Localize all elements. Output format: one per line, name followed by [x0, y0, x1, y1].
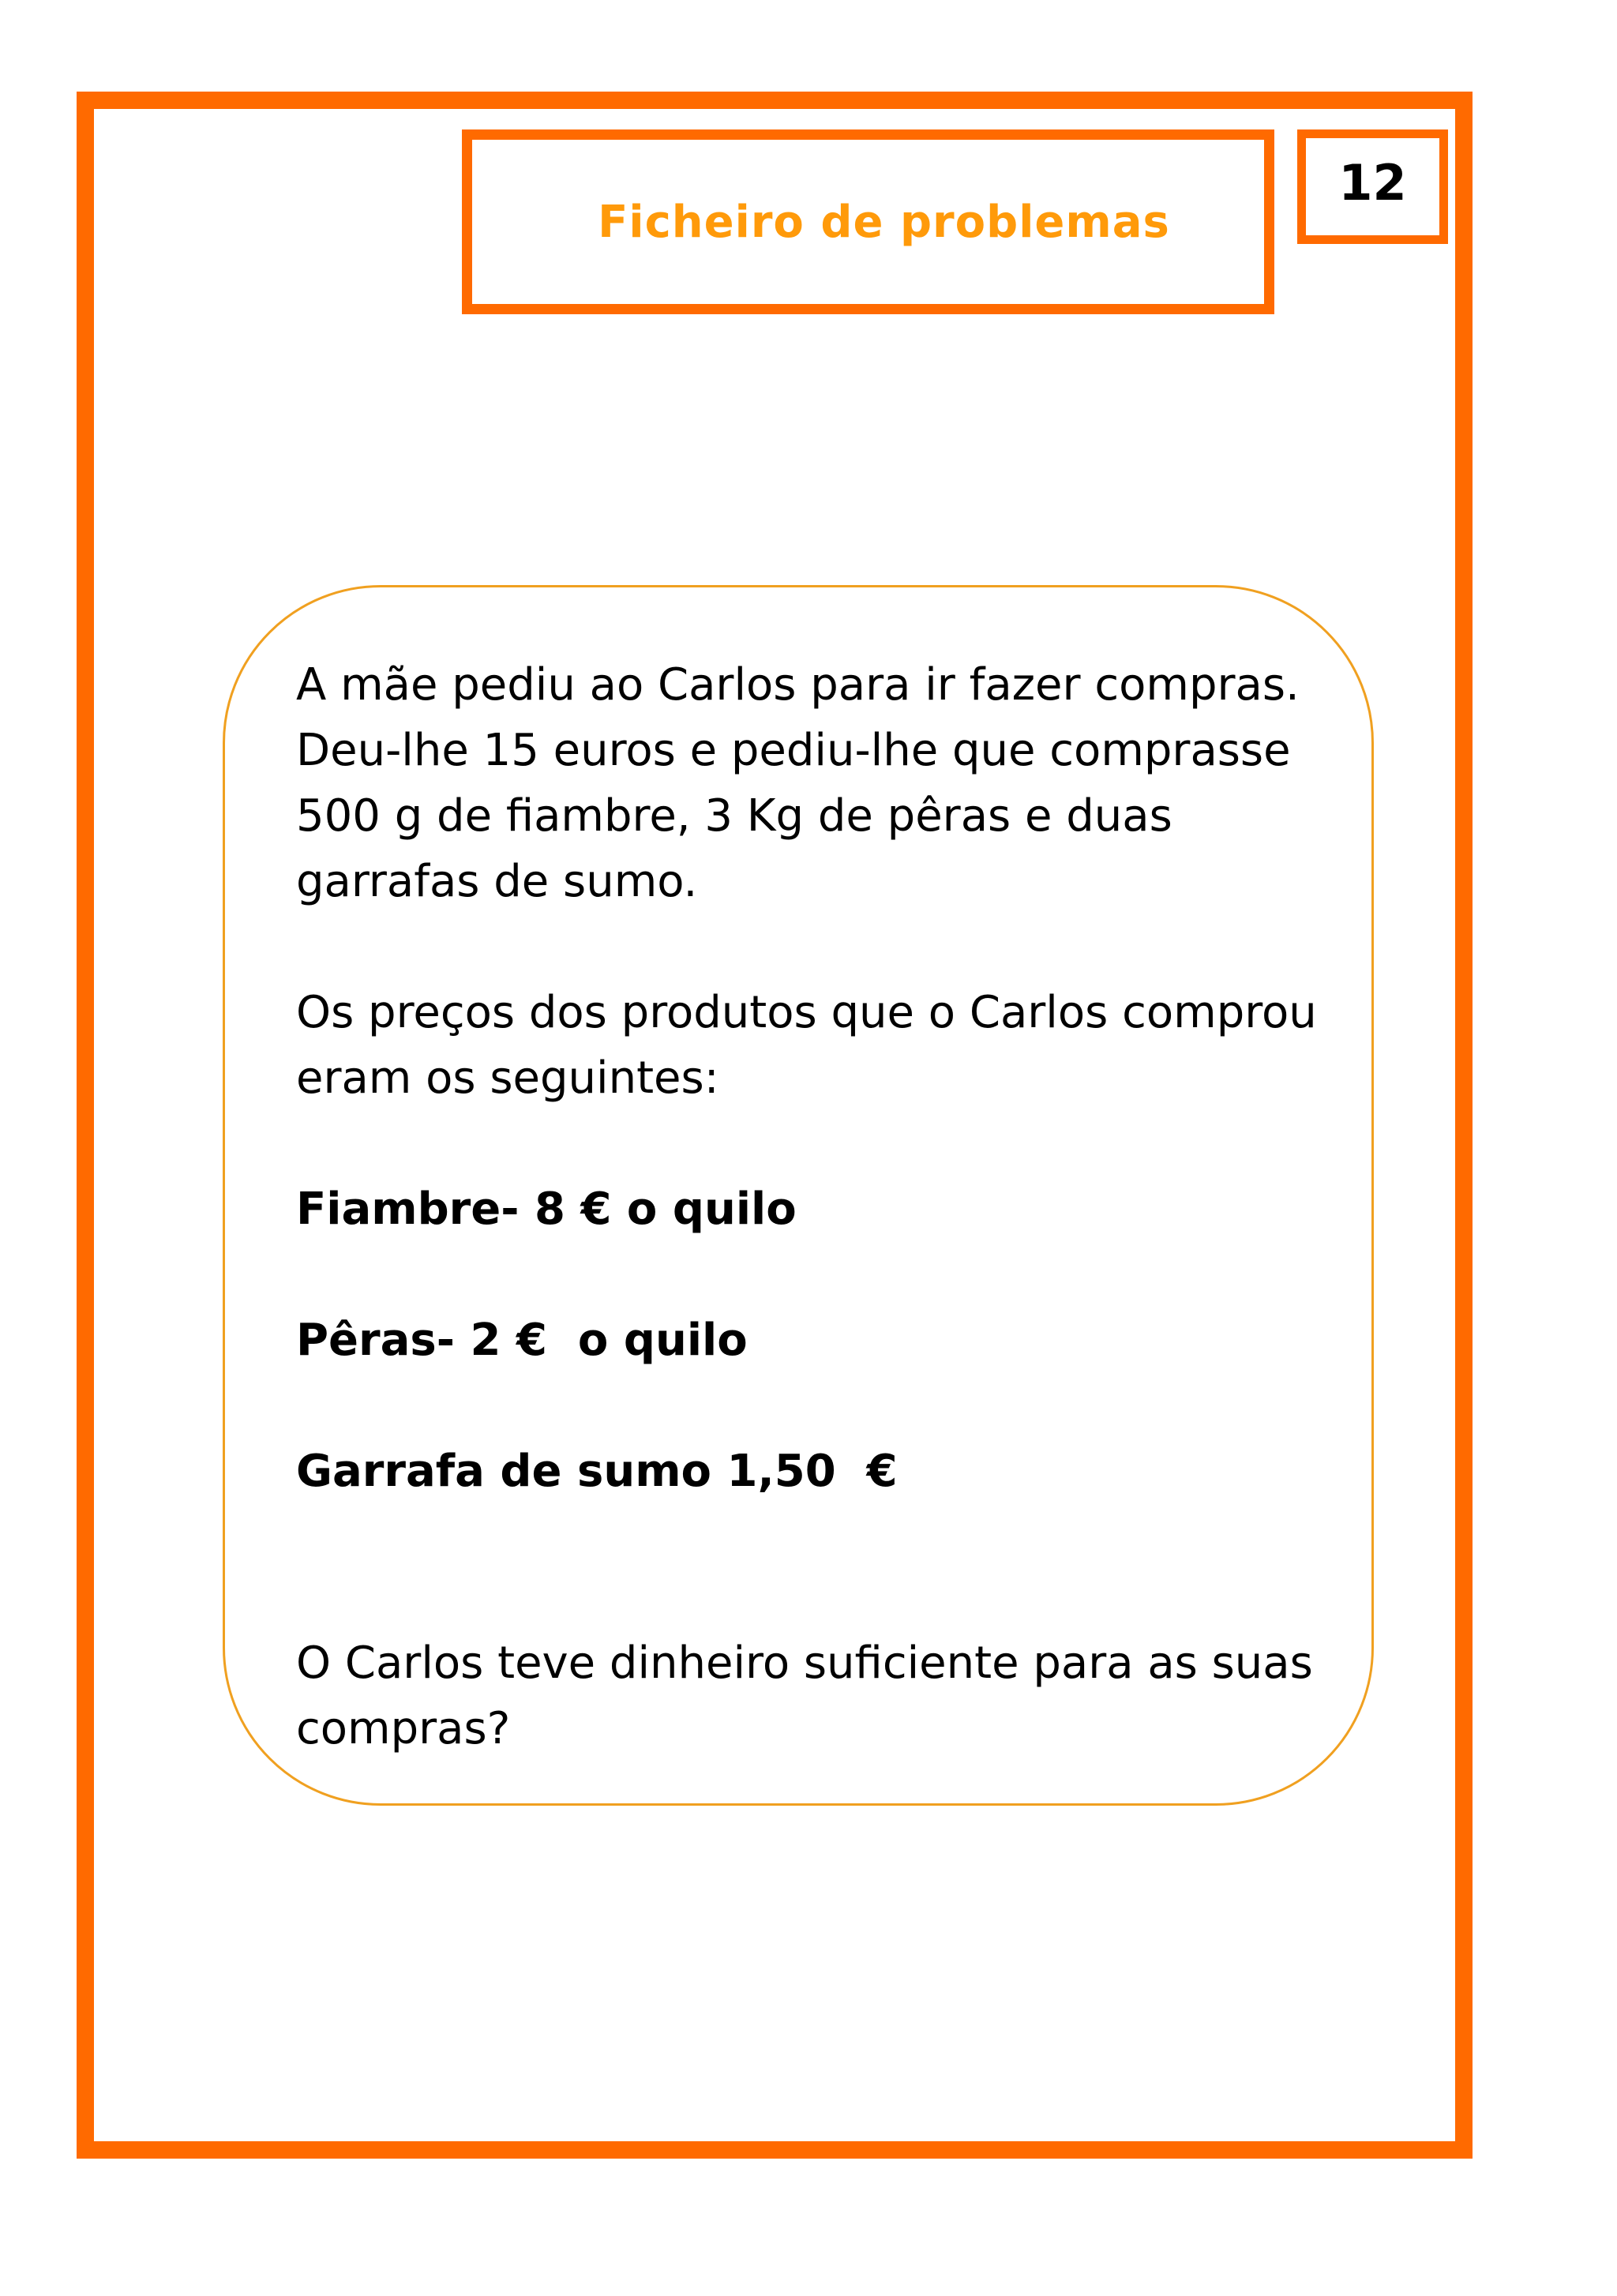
intro-line: Deu-lhe 15 euros e pediu-lhe que comprasse [296, 725, 1291, 776]
intro-line: 500 g de fiambre, 3 Kg de pêras e duas [296, 790, 1172, 842]
prices-intro-line: eram os seguintes: [296, 1052, 719, 1104]
question-line: O Carlos teve dinheiro suficiente para as suas [296, 1638, 1313, 1689]
problem-number-box [1297, 129, 1448, 244]
page-title: Ficheiro de problemas [598, 196, 1170, 248]
title-box [462, 129, 1274, 314]
spacer [296, 914, 1354, 980]
spacer [296, 1242, 1354, 1307]
intro-line: A mãe pediu ao Carlos para ir fazer compras. [296, 659, 1300, 711]
price-sumo: Garrafa de sumo 1,50 € [296, 1446, 898, 1497]
question-line: compras? [296, 1703, 511, 1754]
spacer [296, 1373, 1354, 1439]
spacer [296, 1111, 1354, 1176]
price-fiambre: Fiambre- 8 € o quilo [296, 1184, 797, 1235]
problem-content [296, 652, 1354, 1761]
price-peras: Pêras- 2 € o quilo [296, 1315, 748, 1366]
spacer [296, 1504, 1354, 1630]
intro-line: garrafas de sumo. [296, 856, 698, 907]
prices-intro-line: Os preços dos produtos que o Carlos comprou [296, 987, 1317, 1038]
problem-number: 12 [1338, 154, 1407, 212]
